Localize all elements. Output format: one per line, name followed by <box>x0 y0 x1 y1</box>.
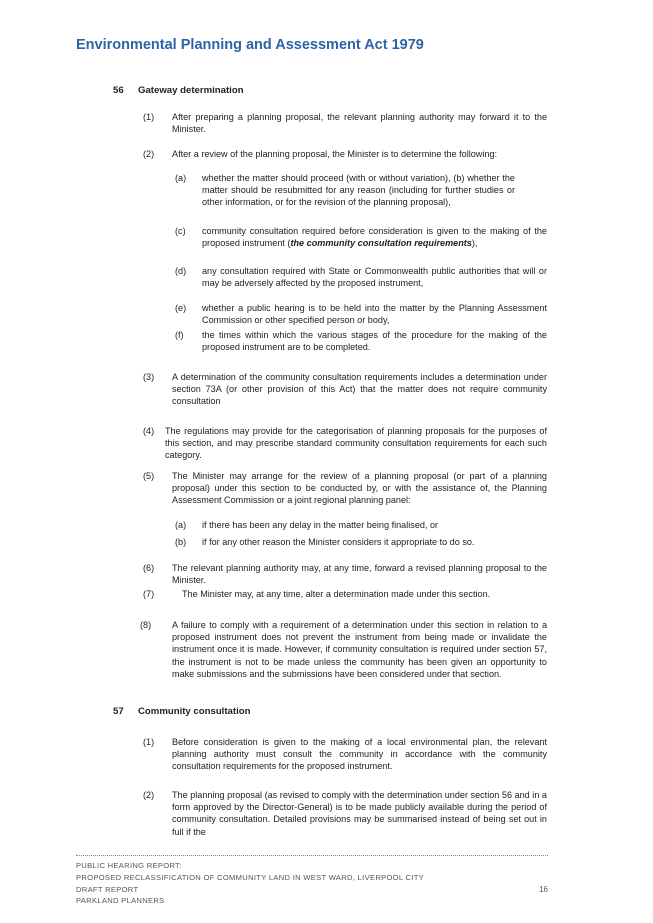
section-number: 56 <box>113 85 124 96</box>
subsection-text: After a review of the planning proposal, the Minister is to determine the following: <box>172 149 498 159</box>
paragraph-number: (e) <box>175 303 187 313</box>
paragraph-text: whether a public hearing is to be held into the matter by the Planning Assessment Commission or other specified person or body, <box>202 303 547 326</box>
paragraph-text: if there has been any delay in the matter being finalised, or <box>202 520 439 530</box>
footer-line: PROPOSED RECLASSIFICATION OF COMMUNITY LAND IN WEST WARD, LIVERPOOL CITY <box>76 873 425 882</box>
paragraph-number: (a) <box>175 520 187 530</box>
subsection-number: (8) <box>140 620 152 630</box>
section-title: Community consultation <box>138 706 251 717</box>
paragraph-text: whether the matter should proceed (with or without variation), (b) whether the matter should be resubmitted for any reason (including for further studies or other information, or for the revision of the planning proposal), <box>202 173 515 208</box>
subsection-number: (1) <box>143 737 155 747</box>
paragraph-number: (f) <box>175 330 184 340</box>
section-number: 57 <box>113 706 124 717</box>
subsection-text: A failure to comply with a requirement of a determination under this section in relation to a proposed instrument does not prevent the instrument from being made or invalidate the instrument once it is made. However, if community consultation is required under section 57, the instrument is not to be made unless the community has been given an opportunity to make submissions and the submissions have been considered under that section. <box>172 620 547 679</box>
footer-line: PARKLAND PLANNERS <box>76 896 165 905</box>
section-56-heading <box>113 85 244 96</box>
footer-line: DRAFT REPORT <box>76 885 139 894</box>
subsection-number: (7) <box>143 589 155 599</box>
subsection-text: After preparing a planning proposal, the relevant planning authority may forward it to the Minister. <box>172 112 547 135</box>
subsection-text: Before consideration is given to the making of a local environmental plan, the relevant planning authority must consult the community in accordance with the community consultation requirements for the proposed instrument. <box>172 737 547 772</box>
page-title: Environmental Planning and Assessment Act 1979 <box>76 37 424 53</box>
page-number: 16 <box>539 885 548 894</box>
subsection-text: A determination of the community consultation requirements includes a determination under section 73A (or other provision of this Act) that the matter does not require community consultation <box>172 372 547 407</box>
subsection-number: (6) <box>143 563 155 573</box>
paragraph-number: (c) <box>175 226 186 236</box>
subsection-text: The planning proposal (as revised to comply with the determination under section 56 and in a form approved by the Director-General) is to be made publicly available during the period of community consultation. Detailed provisions may be summarised instead of being set out in full if the <box>172 790 547 837</box>
paragraph-number: (b) <box>175 537 187 547</box>
footer-divider <box>76 855 548 856</box>
subsection-number: (2) <box>143 149 155 159</box>
subsection-number: (3) <box>143 372 155 382</box>
footer-line: PUBLIC HEARING REPORT: <box>76 861 182 870</box>
paragraph-text: the times within which the various stages of the procedure for the making of the proposed instrument are to be completed. <box>202 330 547 353</box>
subsection-number: (4) <box>143 426 155 436</box>
subsection-number: (1) <box>143 112 155 122</box>
paragraph-text: if for any other reason the Minister considers it appropriate to do so. <box>202 537 475 547</box>
subsection-text: The relevant planning authority may, at any time, forward a revised planning proposal to the Minister. <box>172 563 547 586</box>
paragraph-text: community consultation required before consideration is given to the making of the proposed instrument (the community consultation requirements), <box>202 226 547 249</box>
subsection-number: (5) <box>143 471 155 481</box>
defined-term: the community consultation requirements <box>290 238 472 249</box>
subsection-text: The regulations may provide for the categorisation of planning proposals for the purposes of this section, and may prescribe standard community consultation requirements for each such category. <box>165 426 547 461</box>
subsection-number: (2) <box>143 790 155 800</box>
subsection-text: The Minister may arrange for the review of a planning proposal (or part of a planning proposal) under this section to be conducted by, or with the assistance of, the Planning Assessment Commission or a joint regional planning panel: <box>172 471 547 506</box>
section-57-heading <box>113 706 250 717</box>
subsection-text: The Minister may, at any time, alter a determination made under this section. <box>182 589 491 599</box>
paragraph-number: (a) <box>175 173 187 183</box>
paragraph-number: (d) <box>175 266 187 276</box>
section-title: Gateway determination <box>138 85 244 96</box>
paragraph-text: any consultation required with State or Commonwealth public authorities that will or may be adversely affected by the proposed instrument, <box>202 266 547 289</box>
